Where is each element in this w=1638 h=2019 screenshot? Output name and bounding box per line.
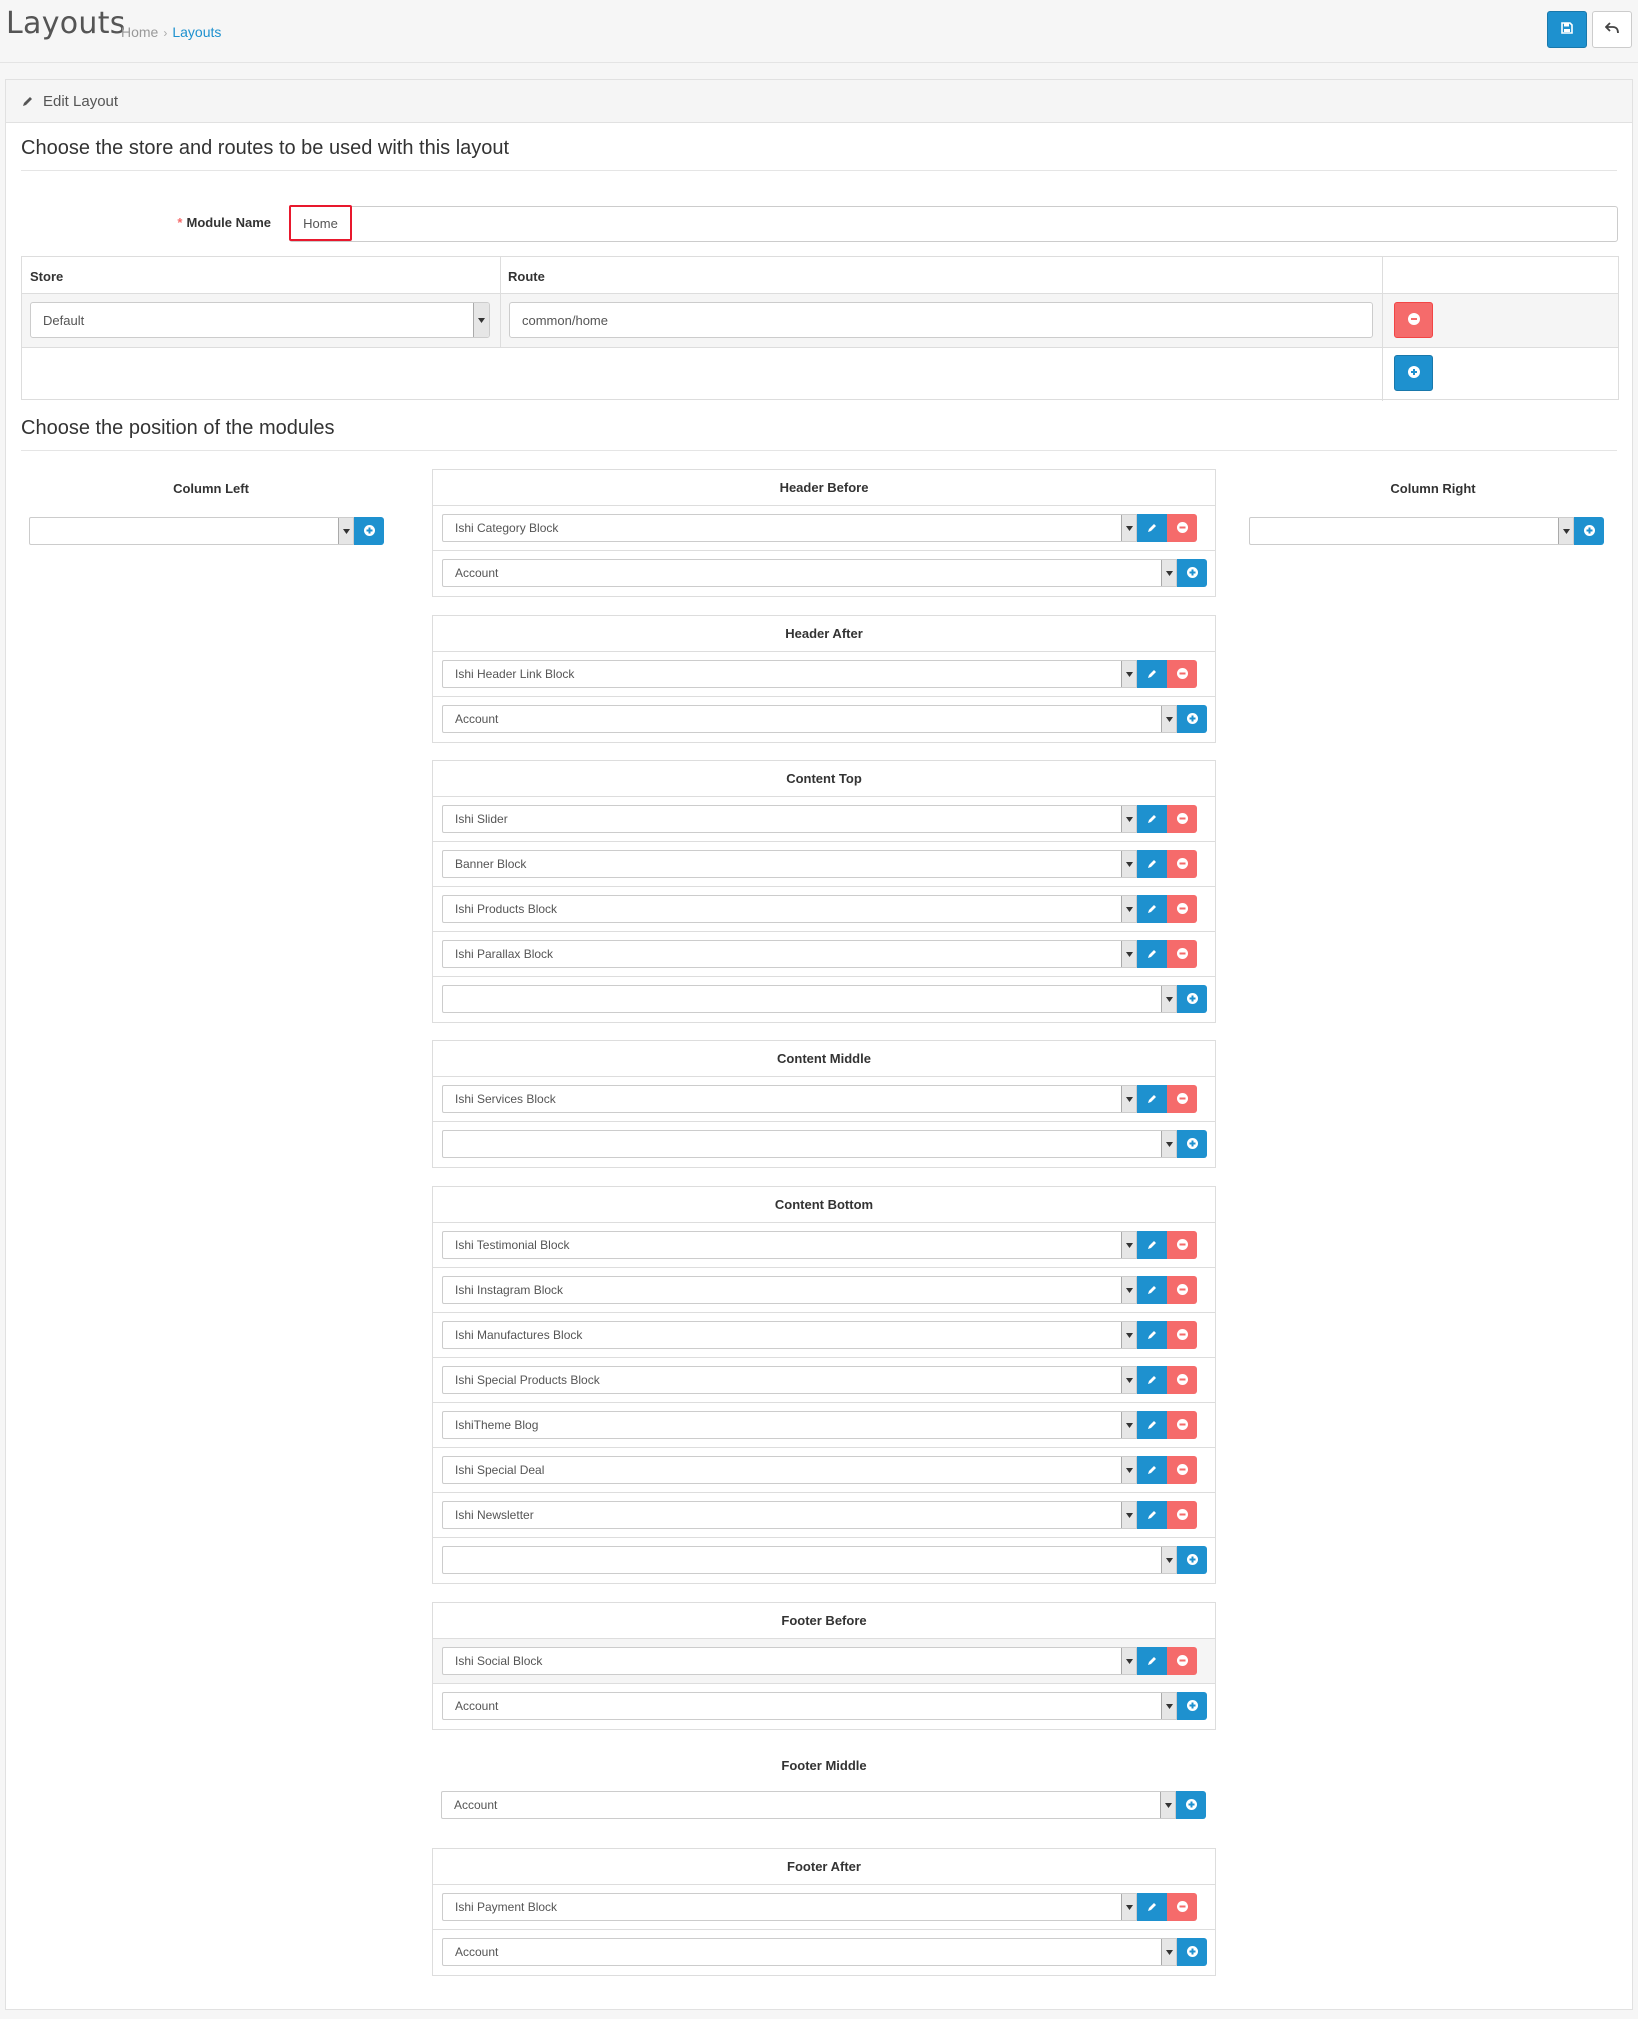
footer-before-section: [432, 1602, 1216, 1730]
module-select[interactable]: [442, 1276, 1137, 1304]
module-select[interactable]: [442, 1647, 1137, 1675]
content-top-section: [432, 760, 1216, 1023]
add-module-row: [432, 1783, 1216, 1828]
remove-module-button[interactable]: [1167, 1456, 1197, 1484]
pencil-icon: [1147, 1418, 1157, 1433]
add-module-button[interactable]: [1177, 559, 1207, 587]
add-module-select-value: Account: [455, 566, 499, 580]
pencil-icon: [1147, 1283, 1157, 1298]
add-module-button[interactable]: [1177, 1692, 1207, 1720]
module-row: [433, 887, 1215, 932]
module-select[interactable]: [442, 1893, 1137, 1921]
minus-circle-icon: [1177, 1654, 1188, 1669]
edit-module-button[interactable]: [1137, 940, 1167, 968]
panel-heading: [6, 80, 1632, 123]
column-left-row: [29, 517, 394, 545]
module-row: [433, 1403, 1215, 1448]
pencil-icon: [1147, 902, 1157, 917]
plus-circle-icon: [1187, 1137, 1198, 1152]
minus-circle-icon: [1408, 313, 1420, 328]
caret-down-icon: [1121, 1648, 1136, 1674]
pencil-icon: [1147, 1328, 1157, 1343]
add-module-button[interactable]: [1177, 1938, 1207, 1966]
route-input[interactable]: [509, 302, 1373, 338]
module-select[interactable]: [442, 1411, 1137, 1439]
minus-circle-icon: [1177, 1508, 1188, 1523]
content-bottom-section: [432, 1186, 1216, 1584]
pencil-icon: [1147, 1508, 1157, 1523]
module-select-value: Ishi Special Deal: [455, 1463, 545, 1477]
remove-module-button[interactable]: [1167, 1411, 1197, 1439]
module-select-value: Ishi Slider: [455, 812, 508, 826]
caret-down-icon: [1121, 1277, 1136, 1303]
pencil-icon: [21, 95, 34, 108]
add-module-select-value: Account: [454, 1798, 498, 1812]
add-module-row: [433, 551, 1215, 596]
module-row: [433, 1313, 1215, 1358]
module-select[interactable]: [442, 1366, 1137, 1394]
edit-module-button[interactable]: [1137, 1366, 1167, 1394]
remove-module-button[interactable]: [1167, 1501, 1197, 1529]
module-select-value: Ishi Parallax Block: [455, 947, 554, 961]
module-select-value: Ishi Testimonial Block: [455, 1238, 570, 1252]
remove-module-button[interactable]: [1167, 1085, 1197, 1113]
edit-module-button[interactable]: [1137, 1085, 1167, 1113]
edit-layout-panel: [5, 79, 1633, 2010]
add-module-select[interactable]: [442, 985, 1177, 1013]
module-select-value: Ishi Services Block: [455, 1092, 556, 1106]
module-select[interactable]: [442, 940, 1137, 968]
footer-middle-section: [432, 1747, 1216, 1828]
caret-down-icon: [1558, 518, 1573, 544]
save-icon: [1561, 22, 1573, 37]
pencil-icon: [1147, 521, 1157, 536]
module-row: [433, 652, 1215, 697]
caret-down-icon: [1121, 1894, 1136, 1920]
plus-circle-icon: [1187, 566, 1198, 581]
content-middle-section: [432, 1040, 1216, 1168]
pencil-icon: [1147, 1463, 1157, 1478]
content-middle-title: Content Middle: [433, 1041, 1215, 1077]
column-right-row: [1249, 517, 1614, 545]
add-module-select[interactable]: [442, 705, 1177, 733]
minus-circle-icon: [1177, 521, 1188, 536]
minus-circle-icon: [1177, 1463, 1188, 1478]
module-select-value: IshiTheme Blog: [455, 1418, 539, 1432]
caret-down-icon: [1121, 1367, 1136, 1393]
legend-modules: Choose the position of the modules: [21, 417, 1617, 451]
remove-module-button[interactable]: [1167, 514, 1197, 542]
add-module-button[interactable]: [1177, 705, 1207, 733]
pencil-icon: [1147, 1900, 1157, 1915]
caret-down-icon: [1121, 1502, 1136, 1528]
remove-module-button[interactable]: [1167, 895, 1197, 923]
column-left-title: Column Left: [173, 481, 249, 496]
module-select[interactable]: [442, 660, 1137, 688]
module-select-value: Ishi Payment Block: [455, 1900, 558, 1914]
minus-circle-icon: [1177, 1373, 1188, 1388]
edit-module-button[interactable]: [1137, 1411, 1167, 1439]
minus-circle-icon: [1177, 812, 1188, 827]
module-row: [433, 1268, 1215, 1313]
caret-down-icon: [1121, 1412, 1136, 1438]
module-name-label-text: Module Name: [186, 215, 271, 230]
caret-down-icon: [1121, 851, 1136, 877]
edit-module-button[interactable]: [1137, 1893, 1167, 1921]
header-before-section: [432, 469, 1216, 597]
add-route-button[interactable]: [1394, 355, 1433, 391]
caret-down-icon: [1161, 1939, 1176, 1965]
caret-down-icon: [1160, 1792, 1175, 1818]
plus-circle-icon: [1186, 1798, 1197, 1813]
minus-circle-icon: [1177, 1238, 1188, 1253]
add-module-select[interactable]: [442, 1130, 1177, 1158]
add-module-row: [433, 1122, 1215, 1167]
add-module-row: [433, 1930, 1215, 1975]
caret-down-icon: [1121, 1232, 1136, 1258]
module-select[interactable]: [442, 1456, 1137, 1484]
module-select[interactable]: [442, 1321, 1137, 1349]
caret-down-icon: [1121, 1086, 1136, 1112]
add-module-select[interactable]: [442, 1692, 1177, 1720]
module-row: [433, 1448, 1215, 1493]
add-module-select[interactable]: [441, 1791, 1176, 1819]
remove-module-button[interactable]: [1167, 805, 1197, 833]
minus-circle-icon: [1177, 1283, 1188, 1298]
module-select-value: Ishi Header Link Block: [455, 667, 575, 681]
minus-circle-icon: [1177, 1900, 1188, 1915]
module-select[interactable]: [442, 850, 1137, 878]
caret-down-icon: [1121, 941, 1136, 967]
store-select[interactable]: [30, 302, 490, 338]
caret-down-icon: [1121, 1322, 1136, 1348]
module-row: [433, 842, 1215, 887]
footer-after-section: [432, 1848, 1216, 1976]
back-button[interactable]: [1592, 11, 1632, 48]
panel-title: Edit Layout: [43, 92, 119, 110]
pencil-icon: [1147, 947, 1157, 962]
column-right-select[interactable]: [1249, 517, 1574, 545]
caret-down-icon: [1121, 1457, 1136, 1483]
caret-down-icon: [1121, 806, 1136, 832]
legend-routes: Choose the store and routes to be used with this layout: [21, 137, 1617, 171]
breadcrumb-layouts[interactable]: Layouts: [172, 24, 222, 40]
module-name-label: [86, 215, 271, 230]
required-marker: *: [177, 215, 183, 230]
plus-circle-icon: [1187, 1553, 1198, 1568]
content-bottom-title: Content Bottom: [433, 1187, 1215, 1223]
remove-module-button[interactable]: [1167, 660, 1197, 688]
module-select-value: Ishi Manufactures Block: [455, 1328, 583, 1342]
route-header: Route: [508, 269, 545, 284]
caret-down-icon: [1121, 661, 1136, 687]
edit-module-button[interactable]: [1137, 1276, 1167, 1304]
edit-module-button[interactable]: [1137, 805, 1167, 833]
module-row: [433, 1493, 1215, 1538]
pencil-icon: [1147, 857, 1157, 872]
module-name-value[interactable]: Home: [289, 205, 352, 241]
add-module-row: [433, 977, 1215, 1022]
add-module-select[interactable]: [442, 1546, 1177, 1574]
caret-down-icon: [473, 303, 489, 337]
header-after-title: Header After: [433, 616, 1215, 652]
plus-circle-icon: [1187, 712, 1198, 727]
remove-module-button[interactable]: [1167, 1321, 1197, 1349]
module-select[interactable]: [442, 1085, 1137, 1113]
page-header: [0, 0, 1638, 63]
header-after-section: [432, 615, 1216, 743]
add-module-button[interactable]: [1177, 985, 1207, 1013]
module-row: [433, 1077, 1215, 1122]
module-select-value: Ishi Category Block: [455, 521, 559, 535]
minus-circle-icon: [1177, 902, 1188, 917]
minus-circle-icon: [1177, 1092, 1188, 1107]
plus-circle-icon: [1408, 366, 1420, 381]
caret-down-icon: [1161, 986, 1176, 1012]
module-select-value: Ishi Special Products Block: [455, 1373, 600, 1387]
edit-module-button[interactable]: [1137, 1501, 1167, 1529]
add-module-select-value: Account: [455, 712, 499, 726]
module-select[interactable]: [442, 1231, 1137, 1259]
module-row: [433, 1639, 1215, 1684]
column-left-select[interactable]: [29, 517, 354, 545]
module-select[interactable]: [442, 514, 1137, 542]
divider: [500, 257, 501, 347]
plus-circle-icon: [1187, 992, 1198, 1007]
store-header: Store: [30, 269, 64, 284]
divider: [22, 293, 1618, 294]
edit-module-button[interactable]: [1137, 514, 1167, 542]
edit-module-button[interactable]: [1137, 1231, 1167, 1259]
module-select-value: Ishi Newsletter: [455, 1508, 534, 1522]
edit-module-button[interactable]: [1137, 660, 1167, 688]
module-select-value: Banner Block: [455, 857, 527, 871]
module-row: [433, 932, 1215, 977]
add-module-row: [433, 697, 1215, 742]
module-select-value: Ishi Social Block: [455, 1654, 543, 1668]
module-name-input[interactable]: [289, 206, 1618, 242]
minus-circle-icon: [1177, 947, 1188, 962]
pencil-icon: [1147, 667, 1157, 682]
add-module-button[interactable]: [1176, 1791, 1206, 1819]
reply-icon: [1605, 22, 1619, 37]
minus-circle-icon: [1177, 667, 1188, 682]
footer-before-title: Footer Before: [433, 1603, 1215, 1639]
add-module-select-value: Account: [455, 1945, 499, 1959]
content-top-title: Content Top: [433, 761, 1215, 797]
breadcrumb-home[interactable]: Home: [121, 24, 159, 40]
divider: [1382, 257, 1383, 401]
store-route-table: [21, 256, 1619, 400]
add-module-select-value: Account: [455, 1699, 499, 1713]
minus-circle-icon: [1177, 1418, 1188, 1433]
route-input-value: common/home: [522, 312, 608, 328]
page-title: Layouts: [6, 6, 126, 41]
module-select[interactable]: [442, 1501, 1137, 1529]
footer-middle-title: Footer Middle: [781, 1757, 867, 1773]
plus-circle-icon: [1187, 1699, 1198, 1714]
remove-module-button[interactable]: [1167, 1893, 1197, 1921]
column-right-add-button[interactable]: [1574, 517, 1604, 545]
pencil-icon: [1147, 1238, 1157, 1253]
plus-circle-icon: [1584, 524, 1595, 539]
caret-down-icon: [1161, 1547, 1176, 1573]
remove-module-button[interactable]: [1167, 1366, 1197, 1394]
store-select-value: Default: [43, 312, 85, 328]
column-right-title: Column Right: [1390, 481, 1476, 496]
caret-down-icon: [1121, 515, 1136, 541]
edit-module-button[interactable]: [1137, 1321, 1167, 1349]
pencil-icon: [1147, 1654, 1157, 1669]
header-before-title: Header Before: [433, 470, 1215, 506]
caret-down-icon: [1161, 1693, 1176, 1719]
module-row: [433, 797, 1215, 842]
plus-circle-icon: [364, 524, 375, 539]
breadcrumb: [121, 24, 221, 40]
module-select-value: Ishi Instagram Block: [455, 1283, 564, 1297]
plus-circle-icon: [1187, 1945, 1198, 1960]
caret-down-icon: [1161, 560, 1176, 586]
edit-module-button[interactable]: [1137, 850, 1167, 878]
minus-circle-icon: [1177, 857, 1188, 872]
remove-route-button[interactable]: [1394, 302, 1433, 338]
module-row: [433, 506, 1215, 551]
footer-after-title: Footer After: [433, 1849, 1215, 1885]
edit-module-button[interactable]: [1137, 895, 1167, 923]
add-module-button[interactable]: [1177, 1546, 1207, 1574]
add-module-select[interactable]: [442, 1938, 1177, 1966]
caret-down-icon: [1121, 896, 1136, 922]
module-select[interactable]: [442, 895, 1137, 923]
edit-module-button[interactable]: [1137, 1647, 1167, 1675]
minus-circle-icon: [1177, 1328, 1188, 1343]
divider: [22, 347, 1618, 348]
save-button[interactable]: [1547, 11, 1587, 48]
pencil-icon: [1147, 1373, 1157, 1388]
add-module-row: [433, 1538, 1215, 1583]
remove-module-button[interactable]: [1167, 1231, 1197, 1259]
add-module-select[interactable]: [442, 559, 1177, 587]
module-select[interactable]: [442, 805, 1137, 833]
remove-module-button[interactable]: [1167, 850, 1197, 878]
caret-down-icon: [1161, 706, 1176, 732]
pencil-icon: [1147, 812, 1157, 827]
module-row: [433, 1358, 1215, 1403]
edit-module-button[interactable]: [1137, 1456, 1167, 1484]
module-select-value: Ishi Products Block: [455, 902, 558, 916]
remove-module-button[interactable]: [1167, 1647, 1197, 1675]
remove-module-button[interactable]: [1167, 1276, 1197, 1304]
column-left-add-button[interactable]: [354, 517, 384, 545]
module-row: [433, 1223, 1215, 1268]
add-module-button[interactable]: [1177, 1130, 1207, 1158]
pencil-icon: [1147, 1092, 1157, 1107]
remove-module-button[interactable]: [1167, 940, 1197, 968]
add-module-row: [433, 1684, 1215, 1729]
caret-down-icon: [338, 518, 353, 544]
breadcrumb-separator: ›: [163, 26, 168, 40]
caret-down-icon: [1161, 1131, 1176, 1157]
module-row: [433, 1885, 1215, 1930]
